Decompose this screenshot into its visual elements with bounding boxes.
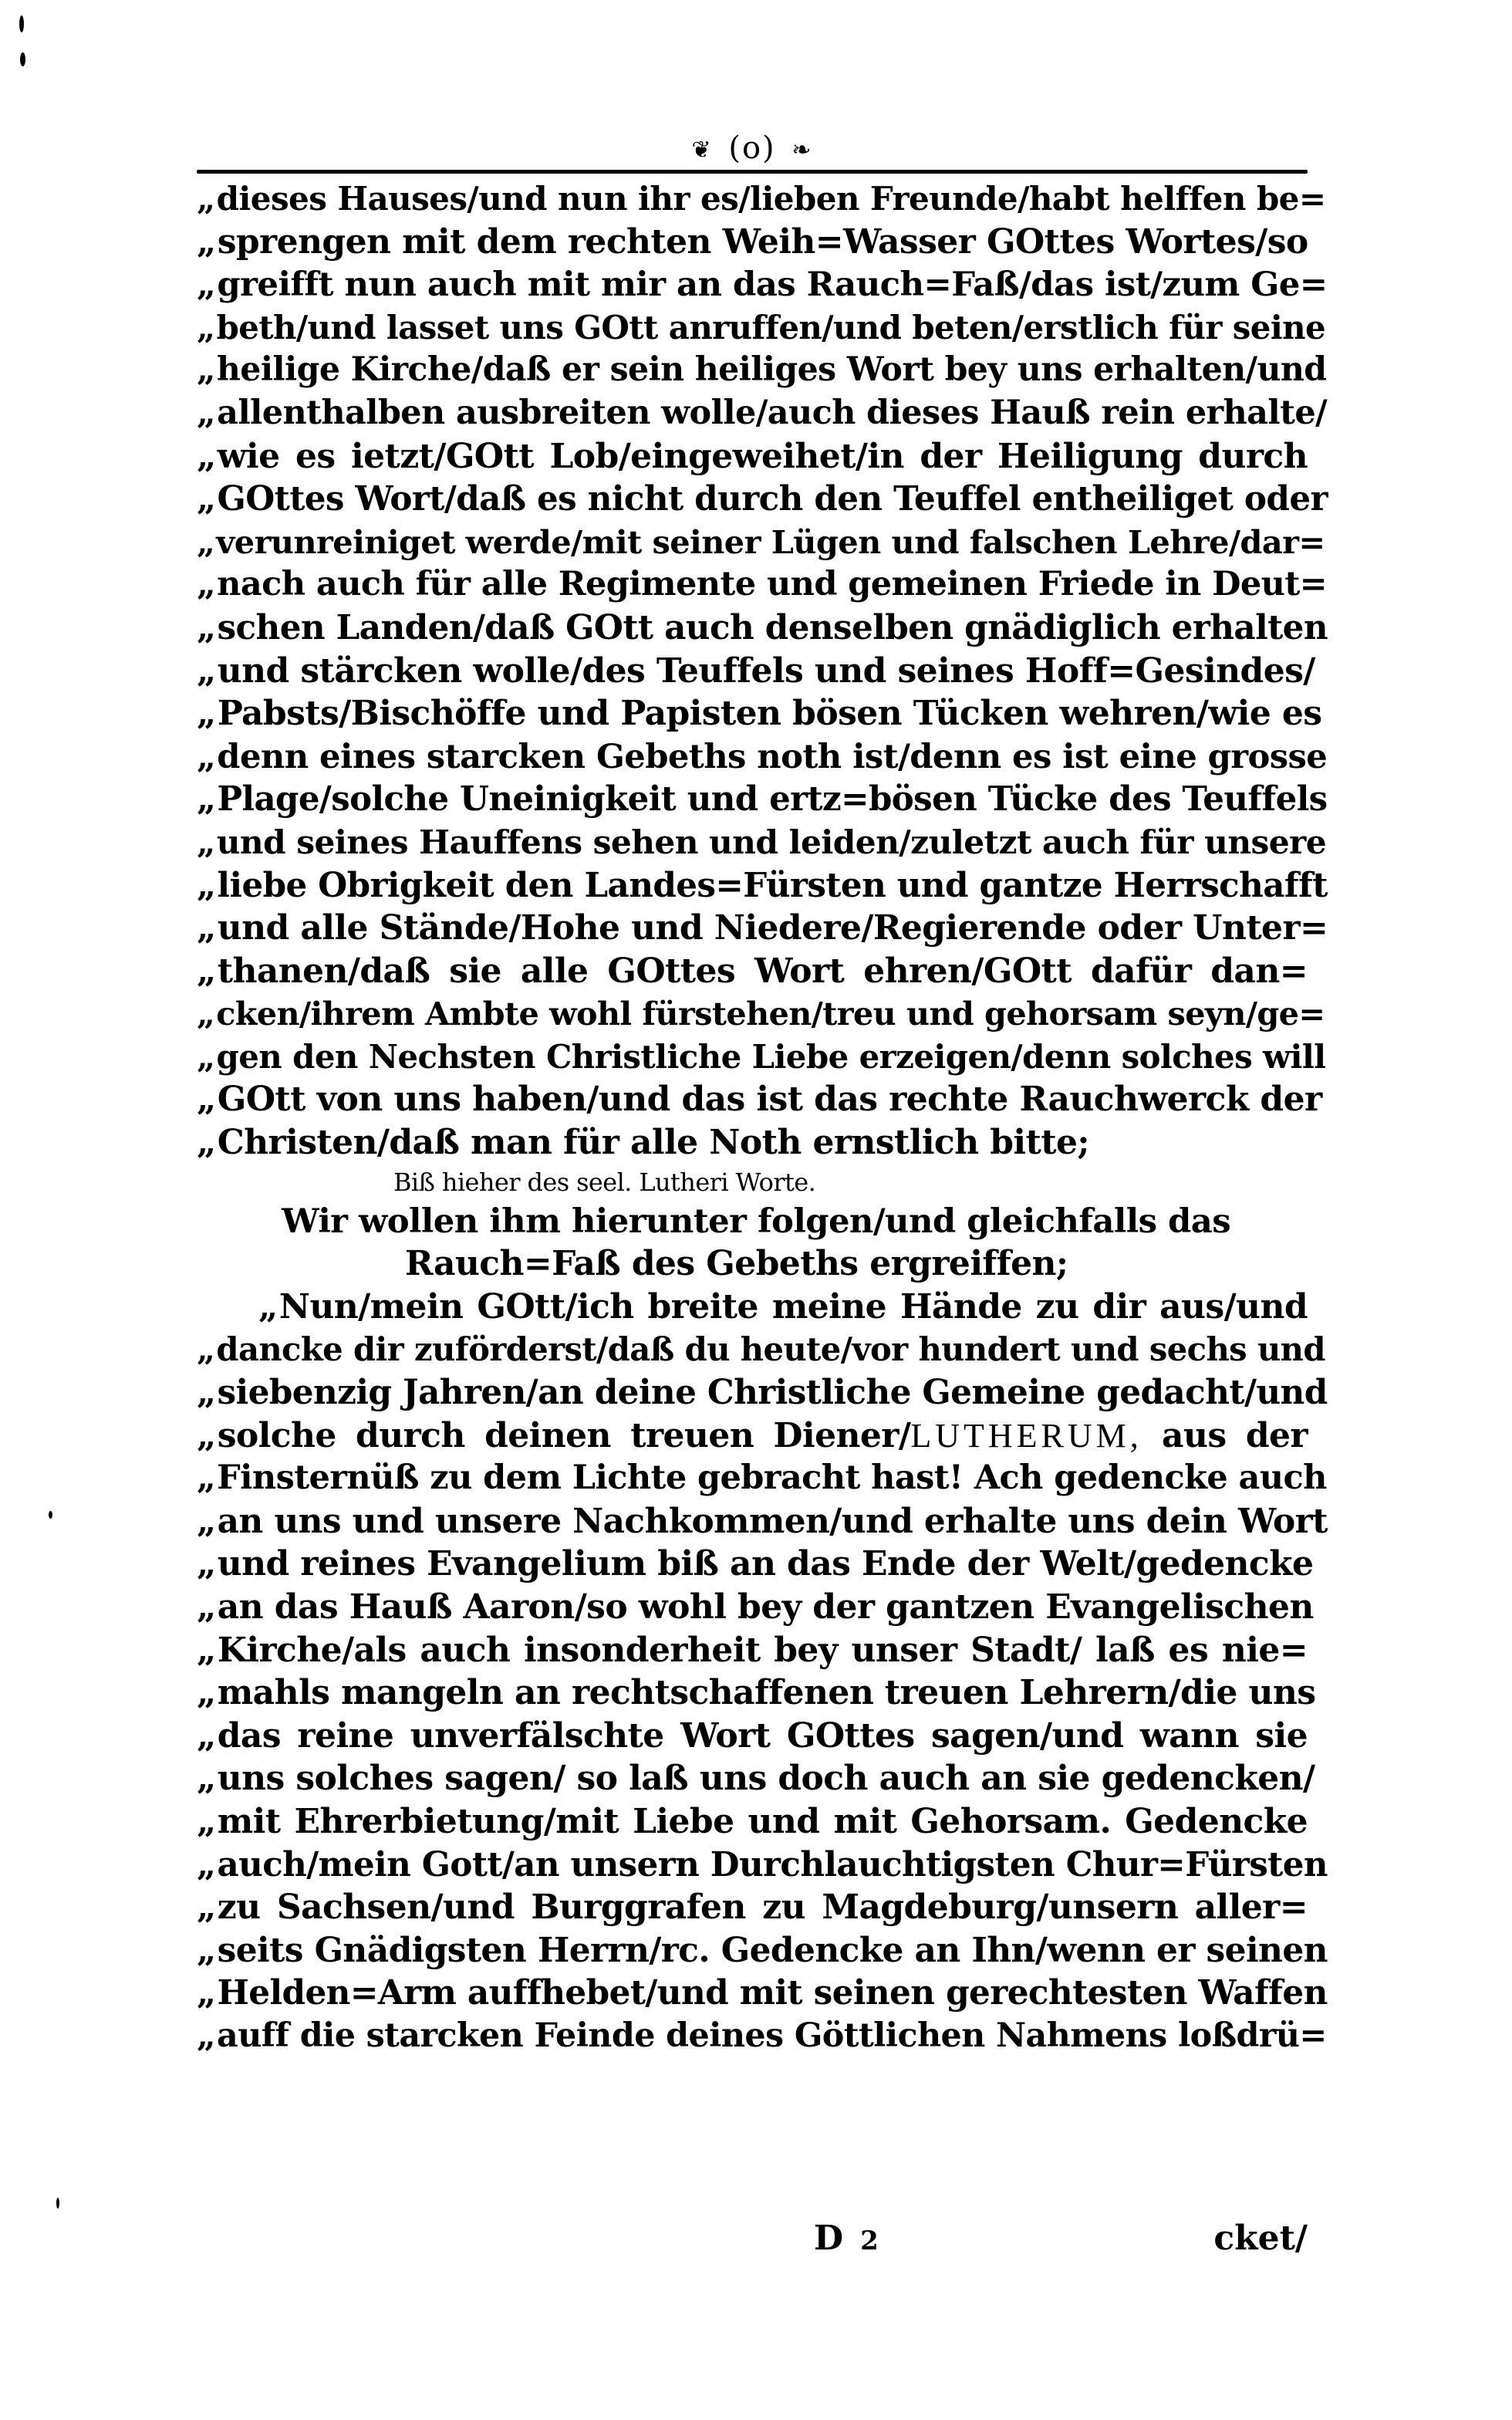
flourish-left-icon: ❦ (691, 137, 713, 164)
luther-name: LUTHERUM, (910, 1416, 1142, 1455)
text-line: „ heilige Kirche/daß er sein heiliges Wort bey uns erhalten/und (197, 349, 1308, 392)
scan-speck (20, 52, 25, 66)
prayer-line: „ Kirche/als auch insonderheit bey unser Stadt/ laß es nie= (197, 1629, 1308, 1672)
text-line: „ beth/und lasset uns GOtt anruffen/und beten/erstlich für seine (197, 306, 1308, 350)
header-rule (197, 170, 1308, 174)
book-page (197, 130, 1328, 2055)
prayer-line: „ Nun/mein GOtt/ich breite meine Hände zu dir aus/und (197, 1286, 1308, 1329)
attribution-note: Biß hieher des seel. Lutheri Worte. (393, 1167, 816, 1197)
prayer-line: „ das reine unverfälschte Wort GOttes sagen/und wann sie (197, 1715, 1308, 1758)
text-line: „ Pabsts/Bischöffe und Papisten bösen Tücken wehren/wie es (197, 692, 1308, 735)
text-line: „ gen den Nechsten Christliche Liebe erzeigen/denn solches will (197, 1036, 1308, 1079)
text-line: „ verunreiniget werde/mit seiner Lügen und falschen Lehre/dar= (197, 521, 1308, 564)
prayer-line: „ Finsternüß zu dem Lichte gebracht hast! Ach gedencke auch (197, 1457, 1308, 1500)
signature-number: 2 (860, 2226, 879, 2256)
scan-speck (49, 1511, 52, 1519)
transition-line: Wir wollen ihm hierunter folgen/und gleichfalls das (282, 1201, 1230, 1241)
text-line: „ cken/ihrem Ambte wohl fürstehen/treu und gehorsam seyn/ge= (197, 992, 1308, 1036)
prayer-line: „ siebenzig Jahren/an deine Christliche Gemeine gedacht/und (197, 1371, 1308, 1414)
prayer-line: „ uns solches sagen/ so laß uns doch auch an sie gedencken/ (197, 1757, 1308, 1800)
text-line: „ liebe Obrigkeit den Landes=Fürsten und gantze Herrschafft (197, 864, 1308, 908)
transition-line: Rauch=Faß des Gebeths ergreiffen; (405, 1244, 1068, 1284)
scan-speck (19, 15, 24, 32)
page-header (197, 131, 1308, 168)
text-line: „ sprengen mit dem rechten Weih=Wasser GOttes Wortes/so (197, 221, 1308, 264)
prayer-line: „ mahls mangeln an rechtschaffenen treuen Lehrern/die uns (197, 1671, 1308, 1715)
text-line: „ schen Landen/daß GOtt auch denselben gnädiglich erhalten (197, 607, 1308, 650)
text-line: „ thanen/daß sie alle GOttes Wort ehren/GOtt dafür dan= (197, 950, 1308, 993)
text-fragment: aus der (1142, 1415, 1308, 1455)
text-line: „ GOtt von uns haben/und das ist das rechte Rauchwerck der (197, 1078, 1308, 1121)
text-fragment: solche durch deinen treuen Diener/ (217, 1415, 911, 1455)
prayer-line-luther (197, 1414, 1308, 1458)
text-line: „ und stärcken wolle/des Teuffels und seines Hoff=Gesindes/ (197, 650, 1308, 693)
page-marker: (o) (728, 130, 776, 166)
body-text (197, 177, 1328, 2058)
flourish-right-icon: ❧ (791, 137, 813, 164)
page-footer (197, 2219, 1308, 2265)
prayer-line: „ an uns und unsere Nachkommen/und erhalte uns dein Wort (197, 1500, 1308, 1543)
text-line: „ Plage/solche Uneinigkeit und ertz=bösen Tücke des Teuffels (197, 778, 1308, 821)
prayer-line: „ seits Gnädigsten Herrn/rc. Gedencke an Ihn/wenn er seinen (197, 1929, 1308, 1972)
text-line: „ denn eines starcken Gebeths noth ist/denn es ist eine grosse (197, 735, 1308, 779)
text-line: „ wie es ietzt/GOtt Lob/eingeweihet/in der Heiligung durch (197, 435, 1308, 478)
prayer-line: „ mit Ehrerbietung/mit Liebe und mit Gehorsam. Gedencke (197, 1800, 1308, 1844)
catchword: cket/ (1213, 2219, 1308, 2258)
text-line: „ nach auch für alle Regimente und gemeinen Friede in Deut= (197, 563, 1308, 607)
prayer-line: „ und reines Evangelium biß an das Ende der Welt/gedencke (197, 1543, 1308, 1586)
text-line: „ allenthalben ausbreiten wolle/auch dieses Hauß rein erhalte/ (197, 392, 1308, 435)
text-line: „ dieses Hauses/und nun ihr es/lieben Freunde/habt helffen be= (197, 177, 1308, 221)
text-line: „ GOttes Wort/daß es nicht durch den Teuffel entheiliget oder (197, 478, 1308, 521)
text-line: „ und seines Hauffens sehen und leiden/zuletzt auch für unsere (197, 821, 1308, 864)
signature-letter: D (814, 2219, 844, 2258)
scan-speck (56, 2198, 59, 2209)
prayer-line: „ Helden=Arm auffhebet/und mit seinen gerechtesten Waffen (197, 1972, 1308, 2015)
page-header-ornament (197, 131, 1308, 167)
text-line: „ und alle Stände/Hohe und Niedere/Regierende oder Unter= (197, 907, 1308, 950)
prayer-line: „ auch/mein Gott/an unsern Durchlauchtigsten Chur=Fürsten (197, 1844, 1308, 1887)
text-line: „ Christen/daß man für alle Noth ernstlich bitte; (197, 1121, 1308, 1164)
prayer-line: „ auff die starcken Feinde deines Göttlichen Nahmens loßdrü= (197, 2015, 1308, 2058)
signature-mark (814, 2219, 879, 2258)
text-line: „ greifft nun auch mit mir an das Rauch=Faß/das ist/zum Ge= (197, 263, 1308, 306)
prayer-line: „ dancke dir zuförderst/daß du heute/vor hundert und sechs und (197, 1328, 1308, 1371)
prayer-line: „ zu Sachsen/und Burggrafen zu Magdeburg/unsern aller= (197, 1886, 1308, 1929)
prayer-line: „ an das Hauß Aaron/so wohl bey der gantzen Evangelischen (197, 1586, 1308, 1629)
